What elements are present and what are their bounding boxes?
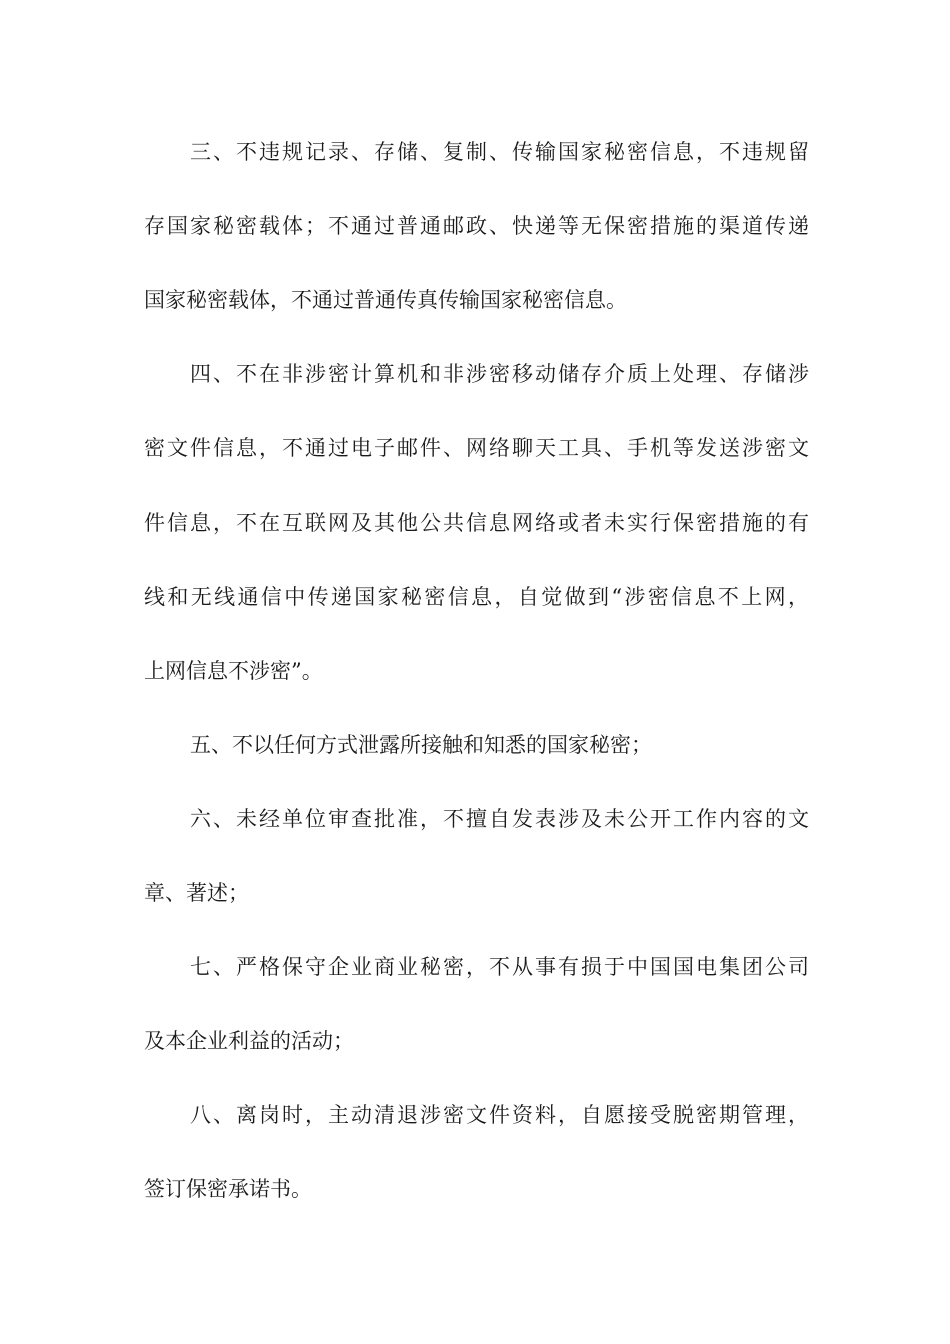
paragraph-3-line-3: 国家秘密载体，不通过普通传真传输国家秘密信息。 (144, 288, 627, 312)
paragraph-6-line-2: 章、著述； (144, 881, 249, 905)
paragraph-8-line-1: 八、离岗时，主动清退涉密文件资料，自愿接受脱密期管理， (190, 1103, 809, 1127)
paragraph-3-line-2: 存国家秘密载体；不通过普通邮政、快递等无保密措施的渠道传递 (144, 214, 809, 238)
paragraph-8-line-2: 签订保密承诺书。 (144, 1177, 312, 1201)
paragraph-4-line-2: 密文件信息，不通过电子邮件、网络聊天工具、手机等发送涉密文 (144, 436, 809, 460)
paragraph-7-line-1: 七、严格保守企业商业秘密，不从事有损于中国国电集团公司 (190, 955, 809, 979)
paragraph-6-line-1: 六、未经单位审查批准，不擅自发表涉及未公开工作内容的文 (190, 807, 809, 831)
paragraph-4-line-1: 四、不在非涉密计算机和非涉密移动储存介质上处理、存储涉 (190, 362, 809, 386)
paragraph-7-line-2: 及本企业利益的活动； (144, 1029, 354, 1053)
paragraph-4-line-3: 件信息，不在互联网及其他公共信息网络或者未实行保密措施的有 (144, 511, 809, 535)
paragraph-4-line-4: 线和无线通信中传递国家秘密信息，自觉做到“涉密信息不上网， (144, 585, 809, 609)
paragraph-4-line-5: 上网信息不涉密”。 (144, 659, 323, 683)
paragraph-5-line-1: 五、不以任何方式泄露所接触和知悉的国家秘密； (190, 733, 652, 757)
paragraph-3-line-1: 三、不违规记录、存储、复制、传输国家秘密信息，不违规留 (190, 140, 809, 164)
